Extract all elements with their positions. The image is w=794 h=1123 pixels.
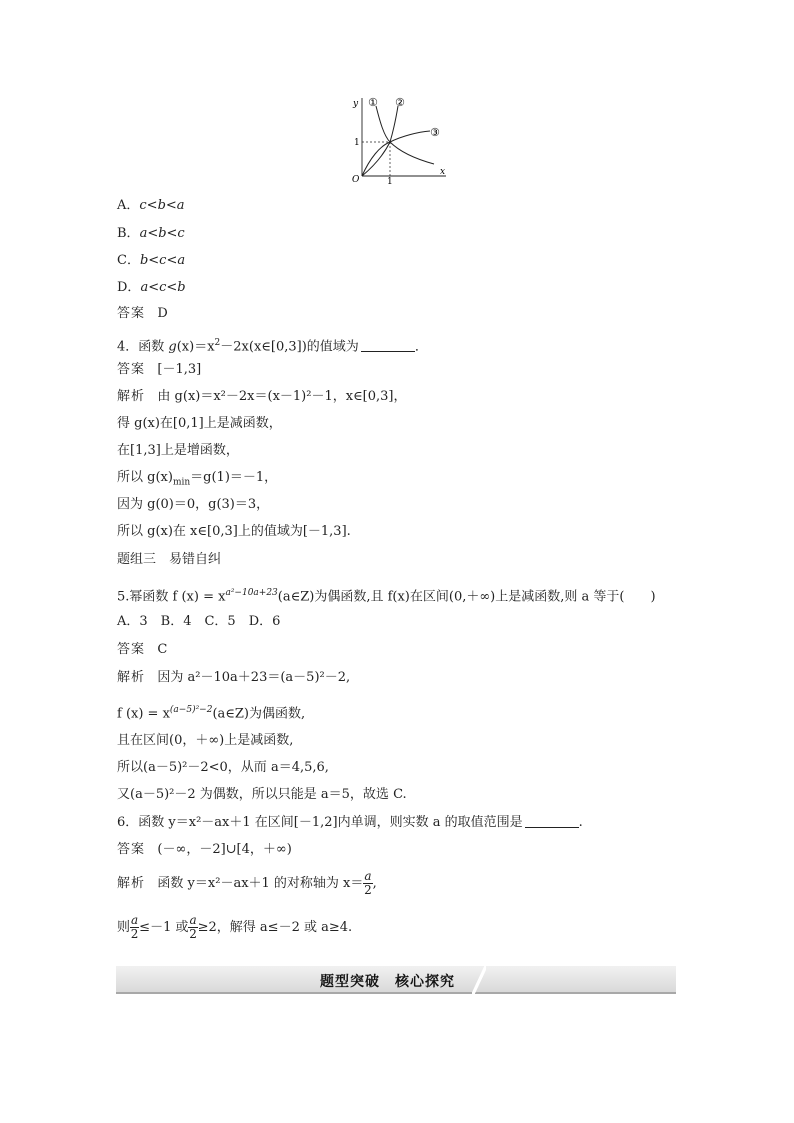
- curve-2-label: ②: [395, 96, 405, 109]
- curve-3-label: ③: [430, 126, 440, 139]
- q4-explain-2: 得 g(x)在[0,1]上是减函数，: [117, 416, 282, 431]
- fraction-a-over-2: $\frac{a}{2}$: [130, 913, 139, 941]
- q5-explain-4: 所以(a－5)²－2<0，从而 a＝4,5,6,: [117, 760, 329, 775]
- q4-explain-6: 所以 g(x)在 x∈[0,3]上的值域为[－1,3].: [117, 524, 351, 539]
- answer-blank: [361, 339, 415, 352]
- q4-explain-5: 因为 g(0)＝0，g(3)＝3，: [117, 497, 270, 512]
- q5-explain-1: 解析 因为 a²－10a＋23＝(a－5)²－2,: [117, 670, 351, 685]
- y-tick-1: 1: [354, 138, 360, 148]
- banner-slant-decoration: [472, 966, 486, 994]
- q5-answer: 答案 C: [117, 642, 168, 657]
- curve-1-label: ①: [368, 96, 378, 109]
- q4-explain-1: 解析 由 g(x)＝x²－2x＝(x－1)²－1，x∈[0,3]，: [117, 389, 407, 404]
- q4-explain-4: 所以 $g(x)_{min}=g(1)=-1$，: [117, 470, 278, 488]
- q3-answer: 答案 D: [117, 306, 168, 321]
- q5-options: A．3 B．4 C．5 D．6: [117, 614, 281, 629]
- group-3-heading: 题组三 易错自纠: [117, 552, 222, 567]
- q6-question: 6．函数 y＝x²－ax＋1 在区间[－1,2]内单调，则实数 a 的取值范围是 .: [117, 815, 583, 830]
- y-axis-label: y: [353, 99, 359, 109]
- fraction-a-over-2: $\frac{a}{2}$: [364, 869, 372, 897]
- option-b: B．a<b<c: [117, 226, 185, 241]
- q5-explain-2: f $(x) = x^{(a-5)^2-2}(a\in Z)$为偶函数,: [117, 705, 306, 722]
- q5-explain-3: 且在区间(0，＋∞)上是减函数,: [117, 733, 294, 748]
- q6-explain-1: 解析 函数 y＝x²－ax＋1 的对称轴为 x＝ $\frac{a}{2}$ ,: [117, 869, 377, 897]
- option-a: A．c<b<a: [117, 198, 185, 213]
- curve-3: [362, 131, 430, 176]
- x-tick-1: 1: [387, 177, 393, 184]
- answer-blank: [525, 815, 579, 828]
- curve-1: [376, 106, 434, 164]
- function-graph: [340, 92, 450, 184]
- q6-explain-2: 则 $\frac{a}{2}$ ≤－1 或 $\frac{a}{2}$ ≥2，解得 a≤－2 或 a≥4.: [117, 913, 353, 941]
- option-c: C．b<c<a: [117, 253, 186, 268]
- q5-explain-5: 又(a－5)²－2 为偶数，所以只能是 a＝5，故选 C.: [117, 787, 407, 802]
- section-banner-title: 题型突破 核心探究: [320, 974, 455, 990]
- q6-answer: 答案 (－∞，－2]∪[4，＋∞): [117, 842, 292, 857]
- q4-explain-3: 在[1,3]上是增函数，: [117, 443, 239, 458]
- q4-question: 4．函数 $g(x)=x^2-2x(x\in[0,3])$的值域为 ．: [117, 338, 428, 355]
- origin-label: O: [352, 175, 360, 184]
- q4-answer: 答案 [－1,3]: [117, 362, 202, 377]
- fraction-a-over-2: $\frac{a}{2}$: [189, 913, 197, 941]
- q5-question: 5.幂函数 f $(x) = x^{a^2-10a+23}(a\in Z)$为偶函数,且 f(x)在区间(0,＋∞)上是减函数,则 a 等于( ): [117, 588, 656, 605]
- x-axis-label: x: [440, 167, 446, 177]
- option-d: D．a<c<b: [117, 280, 186, 295]
